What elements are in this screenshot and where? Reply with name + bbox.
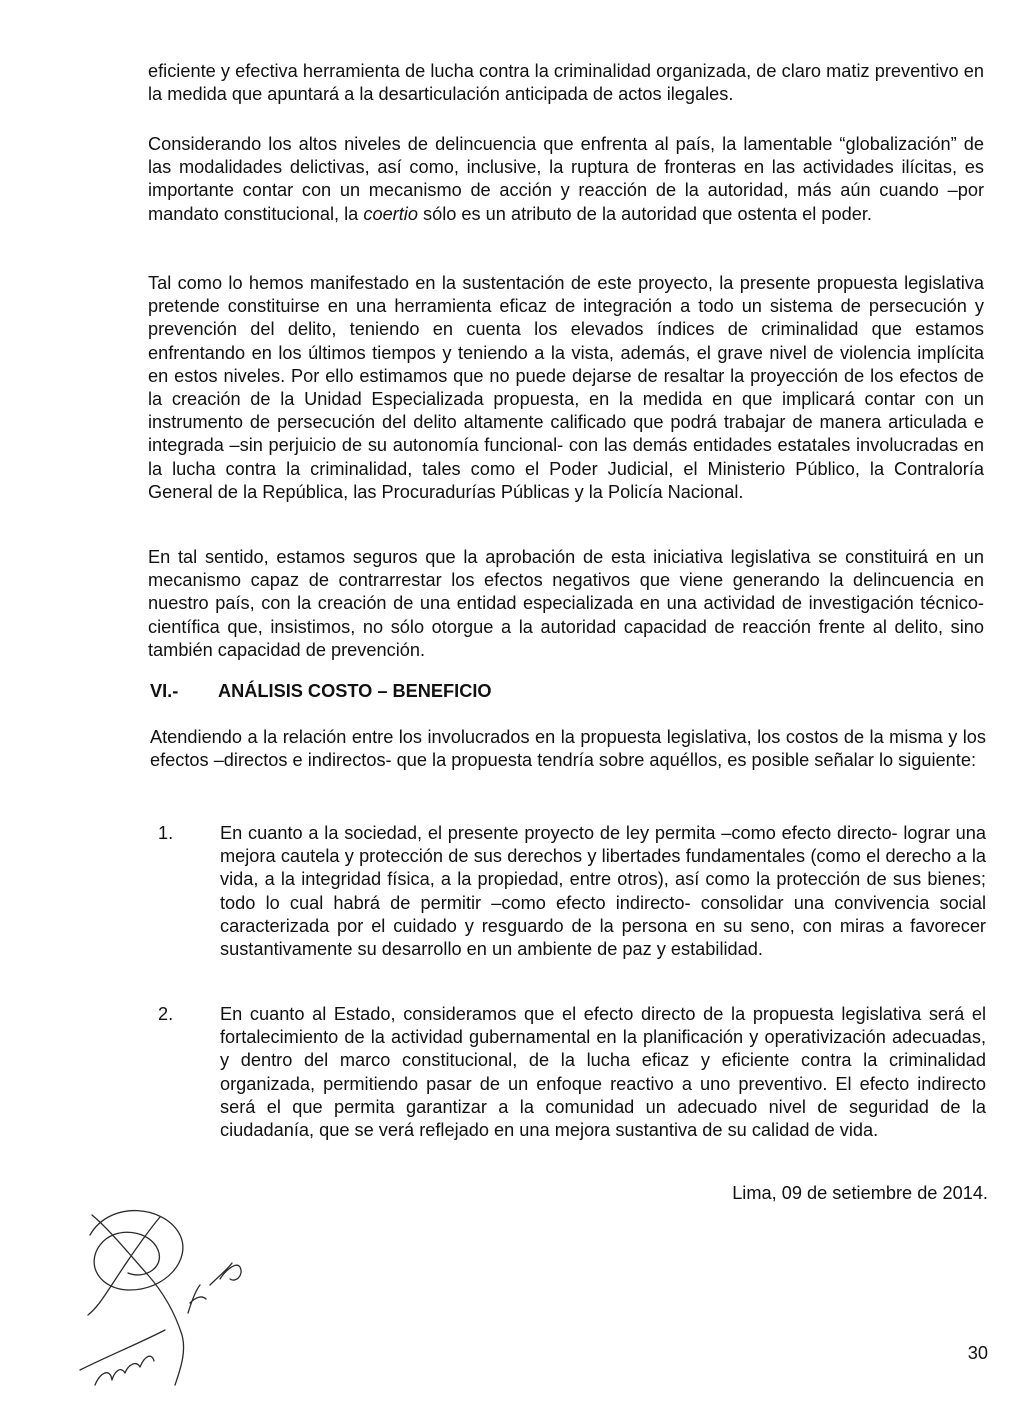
list-item-number: 1. — [158, 823, 174, 843]
paragraph-text: Considerando los altos niveles de delincuencia que enfrenta al país, la lamentable “globalización” de las modalidades delictivas, así como, inclusive, la ruptura de fronteras en las actividades ilícitas, es importante contar con un mecanismo de acción y reacción de la autoridad, más aún cuando –por mandato constitucional, la — [148, 134, 984, 224]
section-heading — [150, 681, 492, 702]
list-item-text: En cuanto a la sociedad, el presente proyecto de ley permita –como efecto directo- lograr una mejora cautela y protección de sus derechos y libertades fundamentales (como el derecho a la vida, a la integridad física, a la propiedad, entre otros), así como la protección de sus bienes; todo lo cual habrá de permitir –como efecto indirecto- consolidar una convivencia social caracterizada por el cuidado y resguardo de la persona en su seno, con miras a favorecer sustantivamente su desarrollo en un ambiente de paz y estabilidad. — [220, 823, 986, 960]
section-title: ANÁLISIS COSTO – BENEFICIO — [218, 681, 492, 701]
paragraph-continuation: eficiente y efectiva herramienta de lucha contra la criminalidad organizada, de claro matiz preventivo en la medida que apuntará a la desarticulación anticipada de actos ilegales. — [148, 61, 984, 105]
paragraph-conclusion: En tal sentido, estamos seguros que la aprobación de esta iniciativa legislativa se constituirá en un mecanismo capaz de contrarrestar los efectos negativos que viene generando la delincuencia en nuestro país, con la creación de una entidad especializada en una actividad de investigación técnico-científica que, insistimos, no sólo otorgue a la autoridad capacidad de reacción frente al delito, sino también capacidad de prevención. — [148, 547, 984, 660]
list-item-number: 2. — [158, 1004, 174, 1024]
section-number: VI.- — [150, 681, 179, 701]
section-intro: Atendiendo a la relación entre los involucrados en la propuesta legislativa, los costos de la misma y los efectos –directos e indirectos- que la propuesta tendría sobre aquéllos, es posible señalar lo siguiente: — [150, 727, 986, 771]
italic-term-coertio: coertio — [363, 203, 418, 224]
page-number: 30 — [967, 1343, 988, 1363]
handwritten-signature — [70, 1195, 270, 1395]
signing-date: Lima, 09 de setiembre de 2014. — [732, 1183, 988, 1203]
paragraph-text: sólo es un atributo de la autoridad que ostenta el poder. — [417, 203, 872, 224]
list-item-text: En cuanto al Estado, consideramos que el efecto directo de la propuesta legislativa será el fortalecimiento de la actividad gubernamental en la planificación y operativización adecuadas, y dentro del marco constitucional, de la lucha eficaz y eficiente contra la criminalidad organizada, permitiendo pasar de un enfoque reactivo a uno preventivo. El efecto indirecto será el que permita garantizar a la comunidad un adecuado nivel de seguridad de la ciudadanía, que se verá reflejado en una mejora sustantiva de su calidad de vida. — [220, 1004, 986, 1141]
paragraph-delinquency-levels — [148, 133, 984, 226]
paragraph-project-justification: Tal como lo hemos manifestado en la sustentación de este proyecto, la presente propuesta legislativa pretende constituirse en una herramienta eficaz de integración a todo un sistema de persecución y prevención del delito, teniendo en cuenta los elevados índices de criminalidad que estamos enfrentando en los últimos tiempos y teniendo a la vista, además, el grave nivel de violencia implícita en estos niveles. Por ello estimamos que no puede dejarse de resaltar la proyección de los efectos de la creación de la Unidad Especializada propuesta, en la medida en que implicará contar con un instrumento de persecución del delito altamente calificado que podrá trabajar de manera articulada e integrada –sin perjuicio de su autonomía funcional- con las demás entidades estatales involucradas en la lucha contra la criminalidad, tales como el Poder Judicial, el Ministerio Público, la Contraloría General de la República, las Procuradurías Públicas y la Policía Nacional. — [148, 273, 984, 502]
